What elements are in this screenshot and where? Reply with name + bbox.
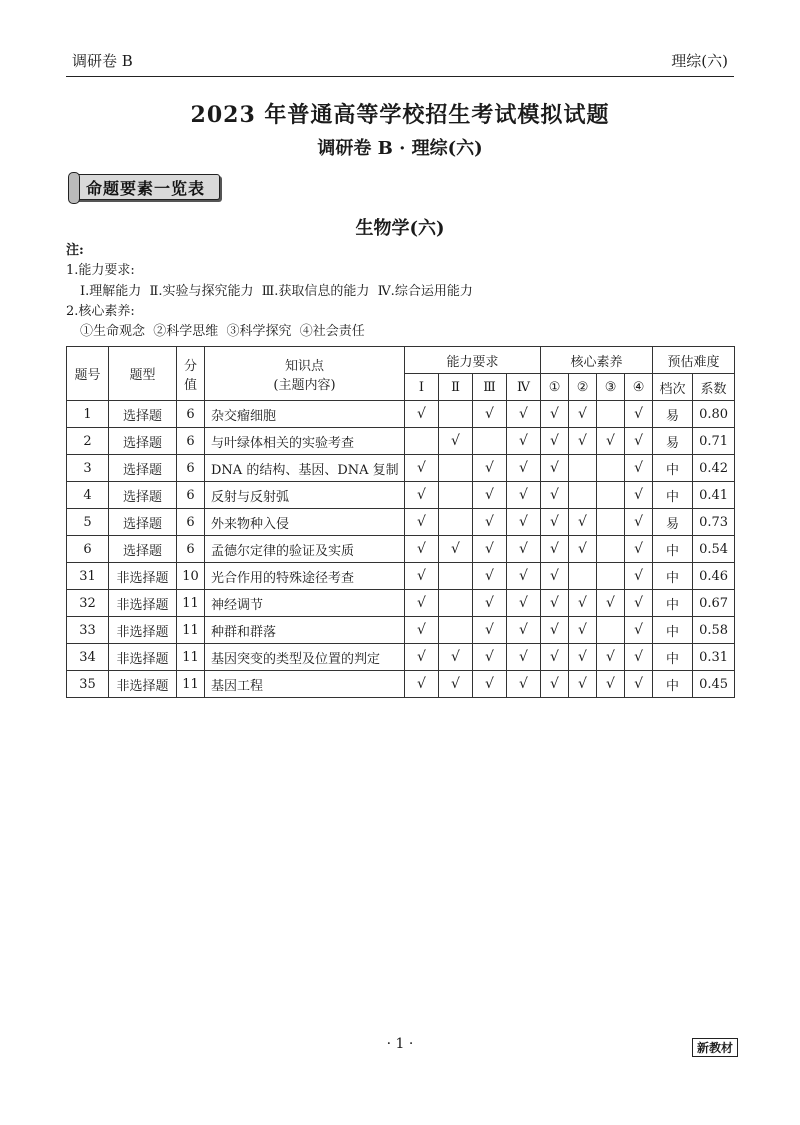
cell-ability-2 [439, 563, 473, 590]
cell-core-2: √ [569, 509, 597, 536]
header-score-a: 分 [183, 358, 197, 374]
cell-core-3 [597, 482, 625, 509]
cell-topic: 种群和群落 [205, 617, 405, 644]
cell-coef: 0.67 [693, 590, 735, 617]
cell-core-3 [597, 509, 625, 536]
cell-ability-3 [473, 428, 507, 455]
cell-core-2: √ [569, 536, 597, 563]
cell-score: 11 [177, 671, 205, 698]
cell-topic: DNA 的结构、基因、DNA 复制 [205, 455, 405, 482]
cell-ability-1: √ [405, 401, 439, 428]
cell-ability-2 [439, 590, 473, 617]
ability-items: Ⅰ.理解能力 Ⅱ.实验与探究能力 Ⅲ.获取信息的能力 Ⅳ.综合运用能力 [80, 284, 473, 299]
cell-type: 选择题 [109, 428, 177, 455]
header-score [177, 347, 205, 401]
cell-core-3: √ [597, 671, 625, 698]
header-topic [205, 347, 405, 401]
cell-coef: 0.54 [693, 536, 735, 563]
header-type: 题型 [109, 347, 177, 401]
header-core-4: ④ [625, 374, 653, 401]
cell-coef: 0.58 [693, 617, 735, 644]
table-row [67, 671, 735, 698]
cell-topic: 基因工程 [205, 671, 405, 698]
cell-core-3: √ [597, 590, 625, 617]
cell-ability-3: √ [473, 482, 507, 509]
cell-core-1: √ [541, 455, 569, 482]
cell-ability-2 [439, 617, 473, 644]
cell-score: 6 [177, 536, 205, 563]
cell-level: 中 [653, 671, 693, 698]
cell-type: 非选择题 [109, 644, 177, 671]
cell-no: 31 [67, 563, 109, 590]
cell-score: 11 [177, 590, 205, 617]
header-ability-3: Ⅲ [473, 374, 507, 401]
banner-curl-icon [68, 172, 80, 204]
cell-no: 5 [67, 509, 109, 536]
banner [68, 172, 222, 202]
cell-core-4: √ [625, 401, 653, 428]
cell-core-3: √ [597, 644, 625, 671]
cell-level: 中 [653, 563, 693, 590]
header-left: 调研卷 B [72, 52, 133, 70]
header-core-3: ③ [597, 374, 625, 401]
page-number: · 1 · [386, 1036, 414, 1052]
cell-score: 6 [177, 482, 205, 509]
cell-no: 1 [67, 401, 109, 428]
cell-core-3 [597, 401, 625, 428]
cell-ability-1: √ [405, 590, 439, 617]
table-body [67, 401, 735, 698]
cell-core-3 [597, 563, 625, 590]
cell-coef: 0.41 [693, 482, 735, 509]
table-row [67, 455, 735, 482]
cell-core-2: √ [569, 590, 597, 617]
cell-ability-4: √ [507, 590, 541, 617]
cell-core-1: √ [541, 401, 569, 428]
core-items: ①生命观念 ②科学思维 ③科学探究 ④社会责任 [80, 324, 365, 339]
cell-level: 中 [653, 482, 693, 509]
cell-ability-3: √ [473, 536, 507, 563]
cell-level: 易 [653, 428, 693, 455]
header-ability-1: Ⅰ [405, 374, 439, 401]
cell-ability-4: √ [507, 482, 541, 509]
cell-core-4: √ [625, 590, 653, 617]
cell-core-4: √ [625, 428, 653, 455]
cell-ability-2: √ [439, 671, 473, 698]
cell-core-4: √ [625, 455, 653, 482]
cell-core-2 [569, 482, 597, 509]
cell-core-4: √ [625, 482, 653, 509]
cell-coef: 0.45 [693, 671, 735, 698]
header-divider [66, 76, 734, 77]
table-row [67, 590, 735, 617]
cell-topic: 光合作用的特殊途径考查 [205, 563, 405, 590]
cell-ability-1: √ [405, 617, 439, 644]
cell-ability-4: √ [507, 509, 541, 536]
cell-ability-3: √ [473, 563, 507, 590]
cell-topic: 杂交瘤细胞 [205, 401, 405, 428]
cell-ability-4: √ [507, 671, 541, 698]
cell-ability-4: √ [507, 644, 541, 671]
cell-ability-2: √ [439, 428, 473, 455]
header-core-2: ② [569, 374, 597, 401]
cell-ability-1: √ [405, 509, 439, 536]
cell-ability-2 [439, 482, 473, 509]
cell-score: 6 [177, 428, 205, 455]
header-score-b: 值 [183, 377, 197, 393]
page-title: 2023 年普通高等学校招生考试模拟试题 [190, 102, 610, 128]
cell-coef: 0.71 [693, 428, 735, 455]
cell-type: 选择题 [109, 536, 177, 563]
cell-core-2: √ [569, 401, 597, 428]
cell-no: 35 [67, 671, 109, 698]
cell-ability-4: √ [507, 455, 541, 482]
cell-ability-1: √ [405, 671, 439, 698]
cell-core-2: √ [569, 428, 597, 455]
cell-level: 易 [653, 509, 693, 536]
cell-type: 非选择题 [109, 617, 177, 644]
cell-ability-3: √ [473, 509, 507, 536]
cell-core-1: √ [541, 509, 569, 536]
cell-level: 中 [653, 644, 693, 671]
cell-core-2 [569, 455, 597, 482]
cell-score: 10 [177, 563, 205, 590]
cell-coef: 0.31 [693, 644, 735, 671]
table-row [67, 482, 735, 509]
cell-no: 4 [67, 482, 109, 509]
cell-ability-2: √ [439, 536, 473, 563]
cell-score: 6 [177, 401, 205, 428]
header-ability: 能力要求 [405, 347, 541, 374]
cell-ability-2 [439, 509, 473, 536]
cell-core-4: √ [625, 536, 653, 563]
cell-score: 6 [177, 455, 205, 482]
cell-ability-2 [439, 455, 473, 482]
cell-ability-4: √ [507, 401, 541, 428]
cell-core-3 [597, 617, 625, 644]
cell-ability-1: √ [405, 482, 439, 509]
table-row [67, 428, 735, 455]
cell-type: 非选择题 [109, 563, 177, 590]
cell-core-1: √ [541, 671, 569, 698]
table-row [67, 401, 735, 428]
banner-label: 命题要素一览表 [86, 179, 206, 198]
header-ability-2: Ⅱ [439, 374, 473, 401]
cell-core-4: √ [625, 644, 653, 671]
cell-ability-3: √ [473, 644, 507, 671]
cell-ability-2 [439, 401, 473, 428]
cell-core-4: √ [625, 671, 653, 698]
cell-type: 非选择题 [109, 671, 177, 698]
cell-topic: 孟德尔定律的验证及实质 [205, 536, 405, 563]
cell-core-1: √ [541, 590, 569, 617]
cell-no: 3 [67, 455, 109, 482]
cell-level: 中 [653, 455, 693, 482]
cell-core-3 [597, 455, 625, 482]
header-difficulty: 预估难度 [653, 347, 735, 374]
cell-no: 33 [67, 617, 109, 644]
header-coef: 系数 [693, 374, 735, 401]
table-row [67, 563, 735, 590]
cell-core-3 [597, 536, 625, 563]
cell-topic: 外来物种入侵 [205, 509, 405, 536]
core-title: 2.核心素养: [66, 304, 135, 319]
page-subtitle: 调研卷 B · 理综(六) [317, 138, 483, 159]
cell-no: 6 [67, 536, 109, 563]
header-level: 档次 [653, 374, 693, 401]
ability-title: 1.能力要求: [66, 263, 135, 278]
edition-tag: 新教材 [692, 1038, 738, 1057]
cell-type: 选择题 [109, 509, 177, 536]
cell-coef: 0.46 [693, 563, 735, 590]
cell-coef: 0.80 [693, 401, 735, 428]
cell-core-2: √ [569, 644, 597, 671]
header-core-1: ① [541, 374, 569, 401]
cell-no: 32 [67, 590, 109, 617]
cell-level: 中 [653, 536, 693, 563]
cell-ability-4: √ [507, 563, 541, 590]
header-topic-a: 知识点 [284, 358, 324, 374]
cell-ability-1: √ [405, 536, 439, 563]
cell-core-1: √ [541, 563, 569, 590]
cell-ability-4: √ [507, 428, 541, 455]
cell-core-3: √ [597, 428, 625, 455]
elements-table [66, 346, 735, 698]
cell-ability-1: √ [405, 644, 439, 671]
cell-core-1: √ [541, 536, 569, 563]
cell-no: 34 [67, 644, 109, 671]
cell-ability-4: √ [507, 617, 541, 644]
cell-level: 中 [653, 617, 693, 644]
cell-ability-3: √ [473, 455, 507, 482]
cell-ability-1 [405, 428, 439, 455]
cell-core-1: √ [541, 644, 569, 671]
cell-score: 11 [177, 644, 205, 671]
header-no: 题号 [67, 347, 109, 401]
header-topic-b: (主题内容) [273, 377, 336, 393]
cell-topic: 与叶绿体相关的实验考查 [205, 428, 405, 455]
cell-core-4: √ [625, 563, 653, 590]
cell-core-1: √ [541, 428, 569, 455]
cell-no: 2 [67, 428, 109, 455]
cell-ability-1: √ [405, 455, 439, 482]
cell-ability-3: √ [473, 401, 507, 428]
cell-score: 6 [177, 509, 205, 536]
cell-core-1: √ [541, 482, 569, 509]
cell-score: 11 [177, 617, 205, 644]
cell-core-2: √ [569, 617, 597, 644]
cell-type: 选择题 [109, 401, 177, 428]
cell-coef: 0.42 [693, 455, 735, 482]
cell-topic: 基因突变的类型及位置的判定 [205, 644, 405, 671]
cell-core-2 [569, 563, 597, 590]
table-row [67, 617, 735, 644]
section-title: 生物学(六) [355, 218, 445, 239]
cell-ability-3: √ [473, 671, 507, 698]
cell-topic: 反射与反射弧 [205, 482, 405, 509]
cell-core-2: √ [569, 671, 597, 698]
table-row [67, 536, 735, 563]
cell-level: 易 [653, 401, 693, 428]
cell-ability-4: √ [507, 536, 541, 563]
cell-core-4: √ [625, 617, 653, 644]
cell-type: 非选择题 [109, 590, 177, 617]
cell-core-4: √ [625, 509, 653, 536]
cell-coef: 0.73 [693, 509, 735, 536]
cell-ability-2: √ [439, 644, 473, 671]
cell-core-1: √ [541, 617, 569, 644]
table-row [67, 644, 735, 671]
header-ability-4: Ⅳ [507, 374, 541, 401]
cell-type: 选择题 [109, 455, 177, 482]
header-right: 理综(六) [671, 52, 728, 70]
table-row [67, 509, 735, 536]
cell-ability-1: √ [405, 563, 439, 590]
cell-level: 中 [653, 590, 693, 617]
cell-ability-3: √ [473, 590, 507, 617]
cell-type: 选择题 [109, 482, 177, 509]
header-core: 核心素养 [541, 347, 653, 374]
note-label: 注: [66, 243, 84, 258]
cell-topic: 神经调节 [205, 590, 405, 617]
cell-ability-3: √ [473, 617, 507, 644]
